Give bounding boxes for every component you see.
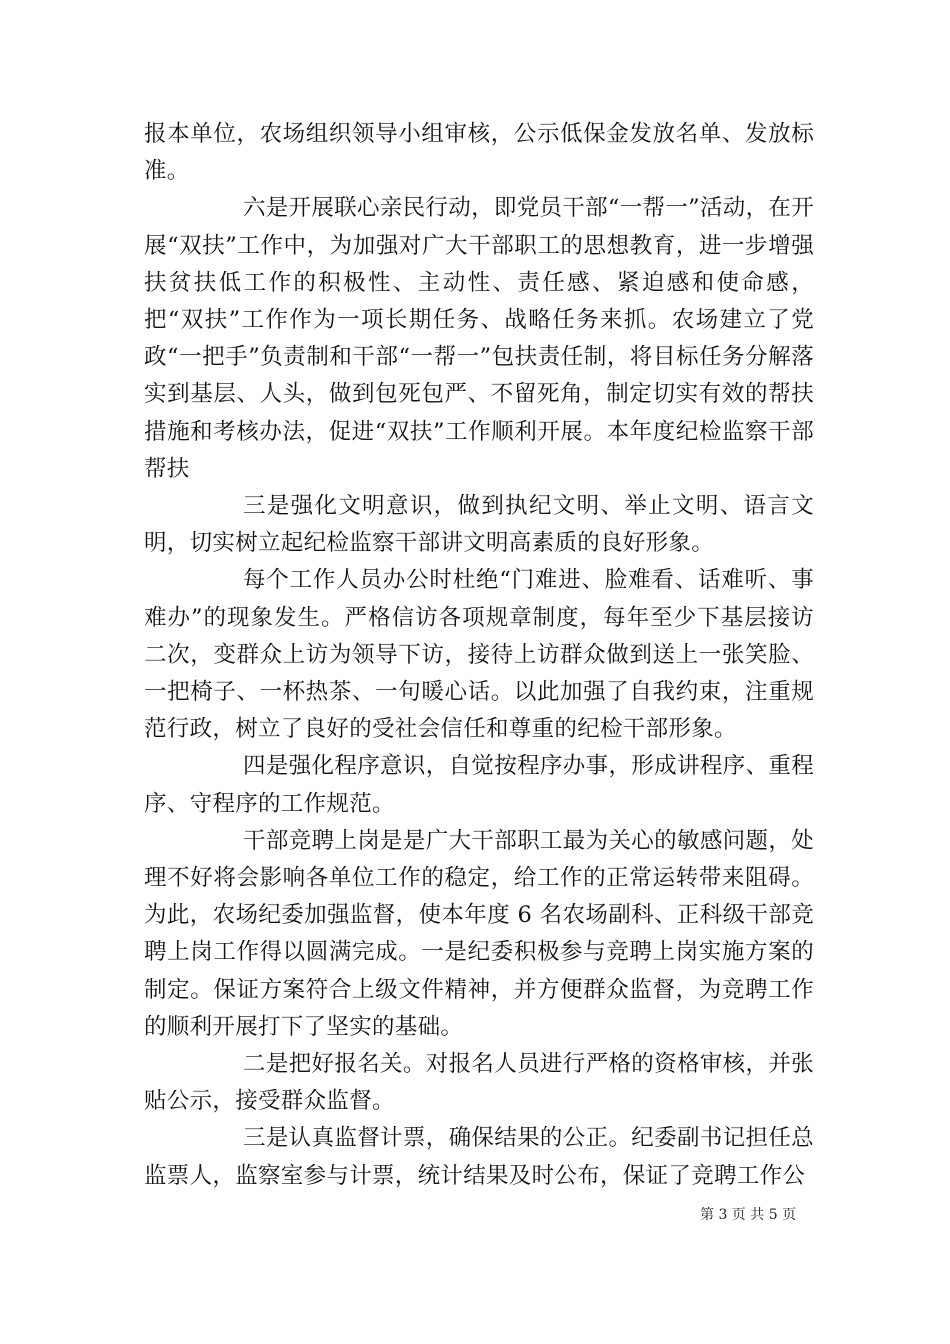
paragraph: 四是强化程序意识，自觉按程序办事，形成讲程序、重程序、守程序的工作规范。	[144, 753, 814, 817]
paragraph: 干部竞聘上岗是是广大干部职工最为关心的敏感问题，处理不好将会影响各单位工作的稳定，给工作的正常运转带来阻碍。为此，农场纪委加强监督，使本年度 6 名农场副科、正科级干部竞聘上岗工作得以圆满完成。一是纪委积极参与竞聘上岗实施方案的制定。保证方案符合上级文件精神，并方便群众监督，为竞聘工作的顺利开展打下了坚实的基础。	[144, 827, 814, 1040]
paragraph: 六是开展联心亲民行动，即党员干部“一帮一”活动，在开展“双扶”工作中，为加强对广大干部职工的思想教育，进一步增强扶贫扶低工作的积极性、主动性、责任感、紧迫感和使命感，把“双扶”工作作为一项长期任务、战略任务来抓。农场建立了党政“一把手”负责制和干部“一帮一”包扶责任制，将目标任务分解落实到基层、人头，做到包死包严、不留死角，制定切实有效的帮扶措施和考核办法，促进“双扶”工作顺利开展。本年度纪检监察干部帮扶	[144, 195, 814, 482]
document-body	[144, 116, 814, 1195]
paragraph: 三是强化文明意识，做到执纪文明、举止文明、语言文明，切实树立起纪检监察干部讲文明高素质的良好形象。	[144, 493, 814, 557]
paragraph: 二是把好报名关。对报名人员进行严格的资格审核，并张贴公示，接受群众监督。	[144, 1051, 814, 1115]
page-number-footer: 第 3 页 共 5 页	[700, 1207, 797, 1223]
paragraph: 每个工作人员办公时杜绝“门难进、脸难看、话难听、事难办”的现象发生。严格信访各项规章制度，每年至少下基层接访二次，变群众上访为领导下访，接待上访群众做到送上一张笑脸、一把椅子、一杯热茶、一句暖心话。以此加强了自我约束，注重规范行政，树立了良好的受社会信任和尊重的纪检干部形象。	[144, 567, 814, 743]
paragraph: 报本单位，农场组织领导小组审核，公示低保金发放名单、发放标准。	[144, 121, 814, 185]
paragraph: 三是认真监督计票，确保结果的公正。纪委副书记担任总监票人，监察室参与计票，统计结果及时公布，保证了竞聘工作公	[144, 1125, 814, 1189]
